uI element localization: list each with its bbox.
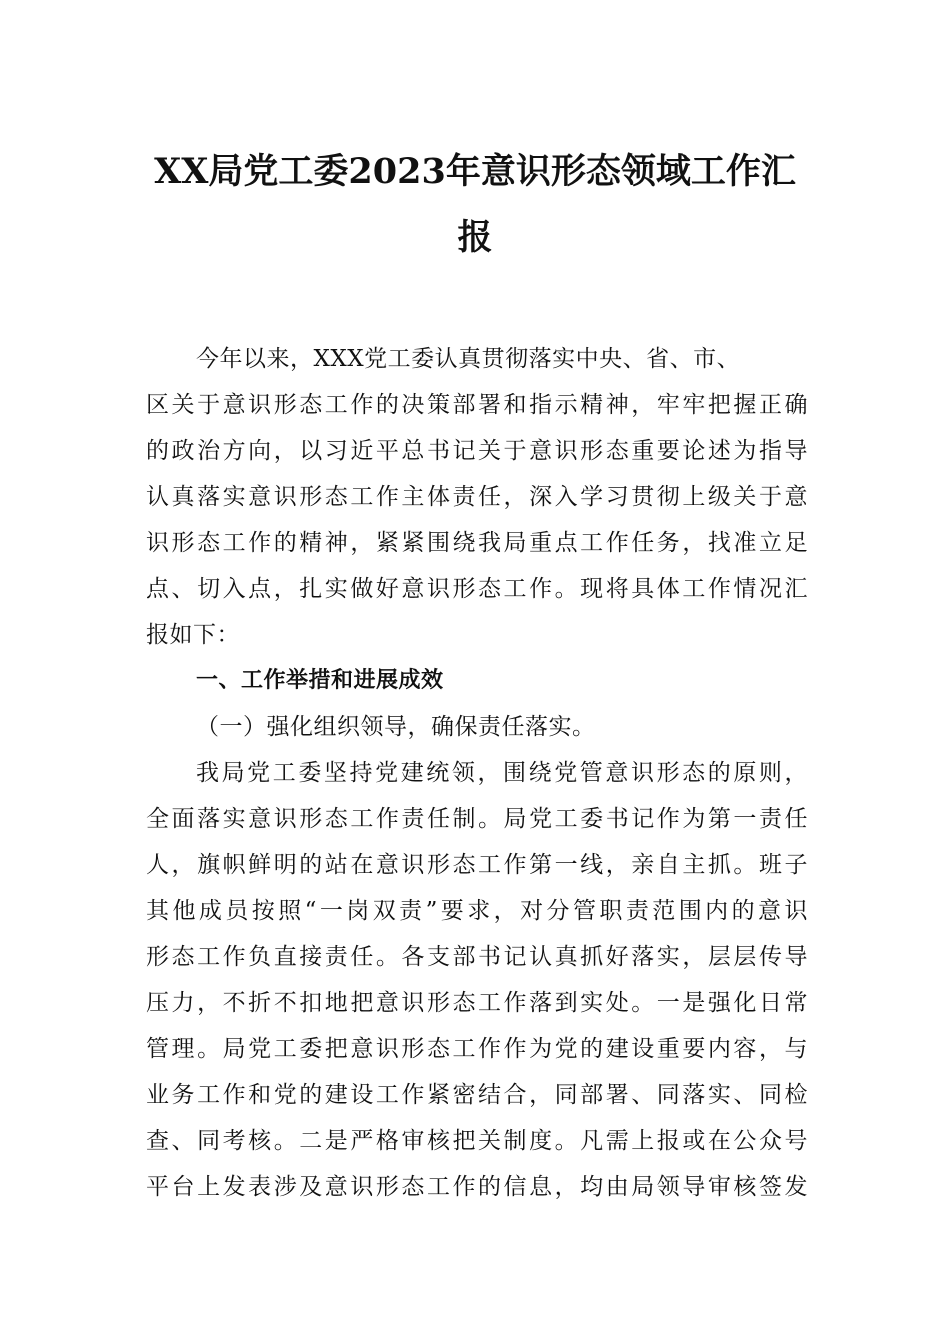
- paragraph-1-line-7: 报如下：: [146, 622, 240, 648]
- paragraph-1-line-3: 的政治方向，以习近平总书记关于意识形态重要论述为指导: [146, 438, 808, 464]
- paragraph-2-line-9: 查、同考核。二是严格审核把关制度。凡需上报或在公众号: [146, 1128, 808, 1154]
- paragraph-2-line-6: 压力，不折不扣地把意识形态工作落到实处。一是强化日常: [146, 990, 808, 1016]
- paragraph-1-line-2: 区关于意识形态工作的决策部署和指示精神，牢牢把握正确: [146, 392, 808, 418]
- paragraph-1-line-4: 认真落实意识形态工作主体责任，深入学习贯彻上级关于意: [146, 484, 808, 510]
- document-title-line-1: XX局党工委2023年意识形态领域工作汇: [154, 151, 796, 192]
- paragraph-1-line-6: 点、切入点，扎实做好意识形态工作。现将具体工作情况汇: [146, 576, 808, 602]
- paragraph-2-line-8: 业务工作和党的建设工作紧密结合，同部署、同落实、同检: [146, 1082, 808, 1108]
- paragraph-2-line-10: 平台上发表涉及意识形态工作的信息，均由局领导审核签发: [146, 1174, 808, 1200]
- section-heading: 一、工作举措和进展成效: [196, 668, 444, 693]
- paragraph-2-line-4: 其他成员按照“一岗双责”要求，对分管职责范围内的意识: [146, 898, 808, 924]
- paragraph-1-line-5: 识形态工作的精神，紧紧围绕我局重点工作任务，找准立足: [146, 530, 808, 556]
- paragraph-2-line-7: 管理。局党工委把意识形态工作作为党的建设重要内容，与: [146, 1036, 808, 1062]
- paragraph-2-line-5: 形态工作负直接责任。各支部书记认真抓好落实，层层传导: [146, 944, 808, 970]
- document-title-line-2: 报: [457, 217, 493, 258]
- paragraph-2-line-3: 人，旗帜鲜明的站在意识形态工作第一线，亲自主抓。班子: [146, 852, 808, 878]
- paragraph-1-line-1: 今年以来，XXX党工委认真贯彻落实中央、省、市、: [196, 346, 741, 372]
- paragraph-2-line-2: 全面落实意识形态工作责任制。局党工委书记作为第一责任: [146, 806, 808, 832]
- document-body: [146, 336, 808, 1210]
- paragraph-2-line-1: 我局党工委坚持党建统领，围绕党管意识形态的原则，: [196, 760, 808, 786]
- subsection-heading: （一）强化组织领导，确保责任落实。: [196, 714, 596, 740]
